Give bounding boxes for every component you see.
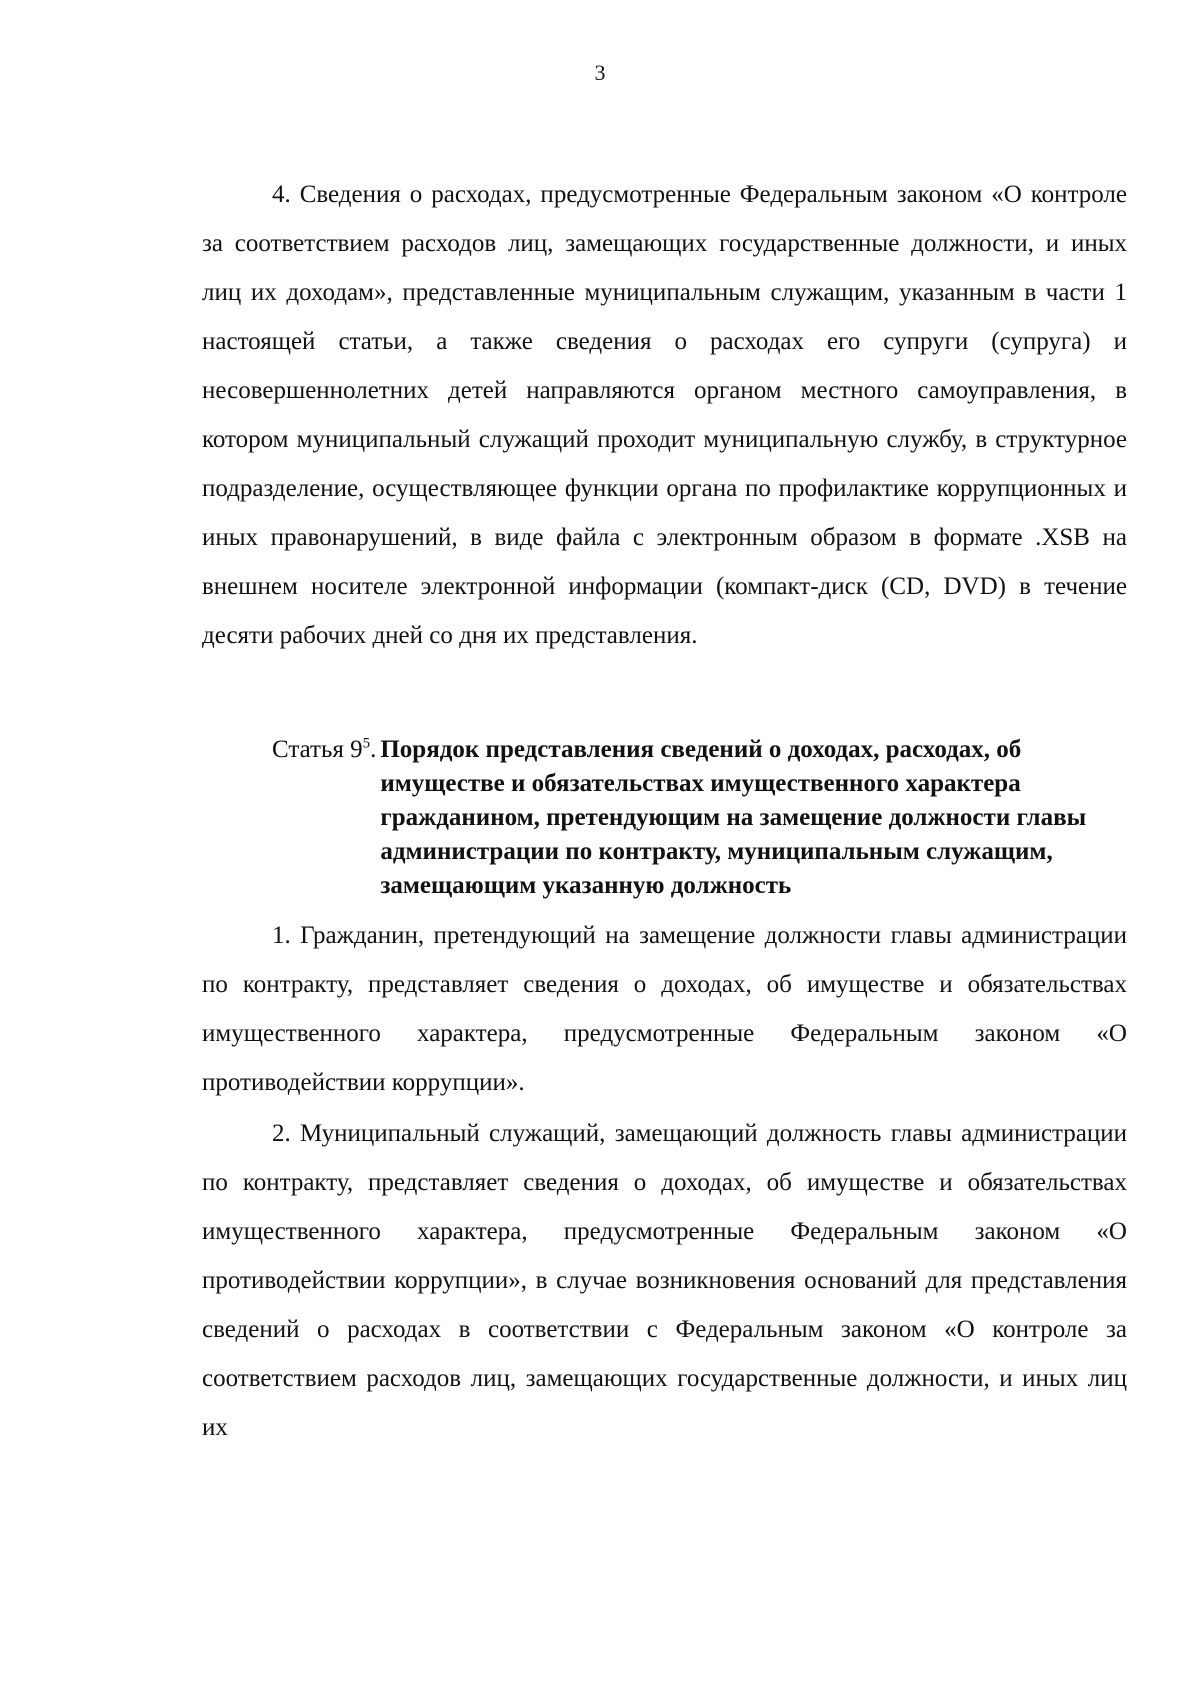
article-title: Порядок представления сведений о доходах, расходах, об имуществе и обязательствах имущественного характера гражданином, претендующим на замещение должности главы администрации по контракту, муниципальным служащим, замещающим указанную должность bbox=[380, 736, 1087, 899]
article-separator: . bbox=[370, 736, 377, 763]
article-superscript: 5 bbox=[362, 735, 371, 752]
article-number bbox=[272, 733, 376, 903]
paragraph-4: 4. Сведения о расходах, предусмотренные Федеральным законом «О контроле за соответствием расходов лиц, замещающих государственные должности, и иных лиц их доходам», представленные муниципальным служащим, указанным в части 1 настоящей статьи, а также сведения о расходах его супруги (супруга) и несовершеннолетних детей направляются органом местного самоуправления, в котором муниципальный служащий проходит муниципальную службу, в структурное подразделение, осуществляющее функции органа по профилактике коррупционных и иных правонарушений, в виде файла с электронным образом в формате .XSB на внешнем носителе электронной информации (компакт-диск (CD, DVD) в течение десяти рабочих дней со дня их представления. bbox=[202, 181, 1127, 649]
paragraph-2: 2. Муниципальный служащий, замещающий должность главы администрации по контракту, представляет сведения о доходах, об имуществе и обязательствах имущественного характера, предусмотренные Федеральным законом «О противодействии коррупции», в случае возникновения оснований для представления сведений о расходах в соответствии с Федеральным законом «О контроле за соответствием расходов лиц, замещающих государственные должности, и иных лиц их bbox=[202, 1120, 1127, 1441]
article-label-text: Статья 9 bbox=[272, 736, 363, 763]
paragraph-1: 1. Гражданин, претендующий на замещение должности главы администрации по контракту, представляет сведения о доходах, об имуществе и обязательствах имущественного характера, предусмотренные Федеральным законом «О противодействии коррупции». bbox=[202, 922, 1127, 1096]
page-number: 3 bbox=[594, 60, 606, 85]
document-body bbox=[202, 170, 1127, 1452]
article-heading bbox=[202, 733, 1127, 903]
